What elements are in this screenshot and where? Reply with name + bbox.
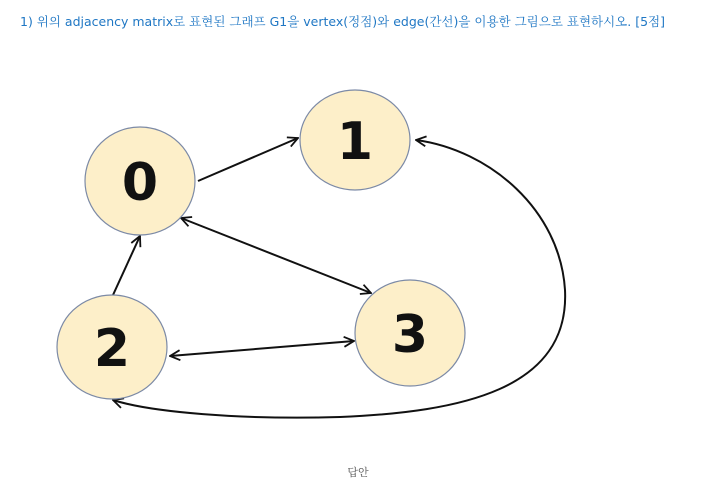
node-3-label: 3: [391, 305, 429, 365]
answer-caption: 답안: [347, 466, 369, 479]
edge-2-3: [170, 341, 354, 356]
node-3: [355, 280, 465, 386]
node-1-label: 1: [336, 112, 374, 172]
edge-2-0: [113, 236, 140, 295]
node-2: [57, 295, 167, 399]
node-1: [300, 90, 410, 190]
question-text: 1) 위의 adjacency matrix로 표현된 그래프 G1을 vertex(정점)와 edge(간선)을 이용한 그림으로 표현하시오. [5점]: [20, 14, 665, 29]
node-0: [85, 127, 195, 235]
edge-0-3: [181, 218, 371, 293]
node-0-label: 0: [121, 153, 159, 213]
node-2-label: 2: [93, 319, 131, 379]
edge-0-1: [198, 138, 298, 181]
